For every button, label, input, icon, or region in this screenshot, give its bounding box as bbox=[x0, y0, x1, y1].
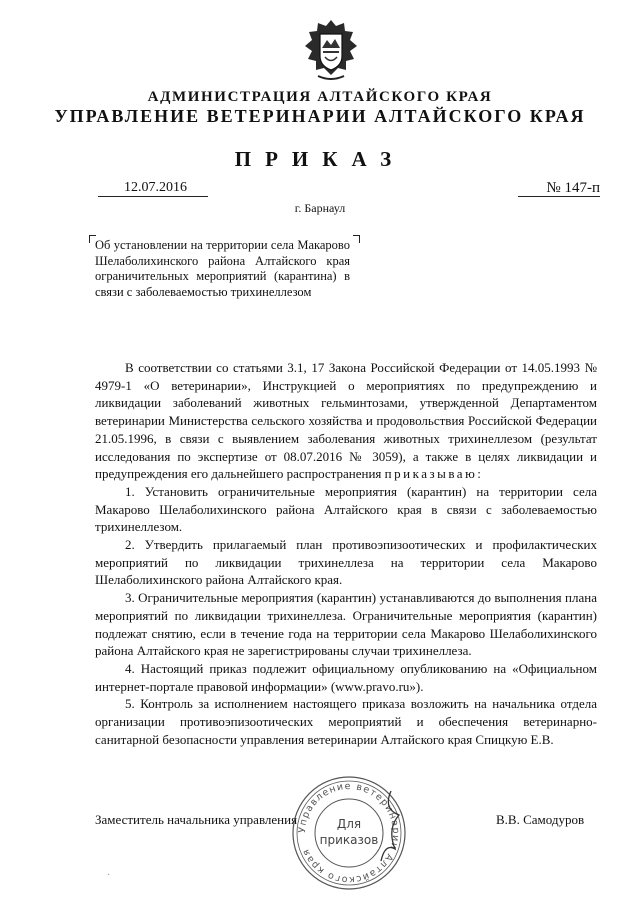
org-name-line2: УПРАВЛЕНИЕ ВЕТЕРИНАРИИ АЛТАЙСКОГО КРАЯ bbox=[54, 106, 586, 126]
order-item: 1. Установить ограничительные мероприятия (карантин) на территории села Макарово Шелаболихинского района Алтайского края в связи с заболеваемостью трихинеллезом. bbox=[95, 483, 597, 535]
subject-bracket-right bbox=[353, 235, 360, 243]
document-subject: Об установлении на территории села Макарово Шелаболихинского района Алтайского края ограничительных мероприятий (карантина) в связи с заболеваемостью трихинеллезом bbox=[95, 238, 350, 299]
city-name: г. Барнаул bbox=[294, 201, 346, 215]
order-item: 2. Утвердить прилагаемый план противоэпизоотических и профилактических мероприятий по ликвидации трихинеллеза на территории села Макарово Шелаболихинского района Алтайского края. bbox=[95, 537, 597, 588]
stamp-outer-text: Управление ветеринарии Алтайского края bbox=[296, 780, 402, 886]
org-name-line1: АДМИНИСТРАЦИЯ АЛТАЙСКОГО КРАЯ bbox=[147, 89, 493, 105]
signatory-title: Заместитель начальника управления bbox=[95, 812, 298, 827]
document-date: 12.07.2016 bbox=[124, 180, 187, 195]
order-word: приказываю: bbox=[384, 466, 484, 482]
document-body bbox=[95, 359, 597, 748]
document-number: № 147-п bbox=[546, 180, 600, 196]
preamble-paragraph bbox=[95, 359, 597, 483]
official-stamp bbox=[287, 771, 411, 895]
signatory-name: В.В. Самодуров bbox=[496, 812, 585, 827]
coat-of-arms-emblem bbox=[300, 18, 362, 84]
order-item: 5. Контроль за исполнением настоящего приказа возложить на начальника отдела организации противоэпизоотических мероприятий и обеспечения ветеринарно-санитарной безопасности управления ветеринарии Алтайского края Спицкую Е.В. bbox=[95, 696, 597, 747]
date-field bbox=[98, 180, 208, 197]
stamp-center-line2: приказов bbox=[319, 833, 379, 847]
scan-mark: · bbox=[107, 870, 111, 881]
number-field bbox=[518, 180, 600, 197]
order-item: 4. Настоящий приказ подлежит официальному опубликованию на «Официальном интернет-портале правовой информации» (www.pravo.ru»). bbox=[95, 660, 597, 694]
document-type-title: ПРИКАЗ bbox=[234, 147, 406, 171]
preamble-text: В соответствии со статьями 3.1, 17 Закона Российской Федерации от 14.05.1993 № 4979-1 «О ветеринарии», Инструкцией о мероприятиях по предупреждению и ликвидации заболеваний животных гельминтозами, утвержденной Департаментом ветеринарии Министерства сельского хозяйства и продовольствия Российской Федерации 21.05.1996, в связи с выявлением заболевания животных трихинеллезом (результат исследования по экспертизе от 08.07.2016 № 3059), а также в целях ликвидации и предупреждения его дальнейшего распространения bbox=[95, 360, 597, 482]
stamp-center-line1: Для bbox=[336, 817, 362, 831]
order-item: 3. Ограничительные мероприятия (карантин) устанавливаются до выполнения плана мероприятий по ликвидации трихинеллеза. Ограничительные мероприятия (карантин) подлежат снятию, если в течение года на территории села Макарово Шелаболихинского района Алтайского края не зарегистрированы случаи трихинеллеза. bbox=[95, 590, 597, 659]
